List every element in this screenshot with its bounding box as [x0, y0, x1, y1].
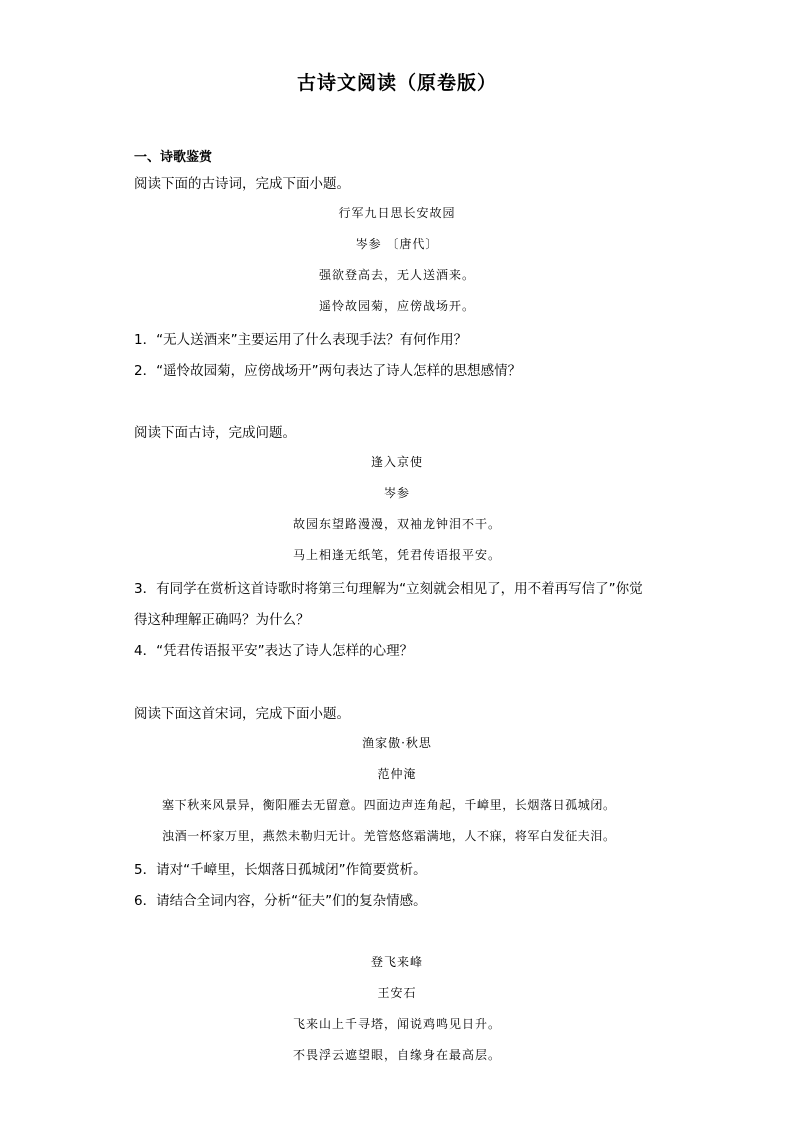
question-3: 3．有同学在赏析这首诗歌时将第三句理解为“立刻就会相见了，用不着再写信了”你觉 — [134, 581, 643, 597]
group4-poem-title: 登飞来峰 — [370, 955, 423, 969]
group1-poem-line: 遥怜故园菊，应傍战场开。 — [318, 299, 475, 313]
section-heading: 一、诗歌鉴赏 — [134, 150, 213, 165]
group4-poem-author: 王安石 — [377, 986, 417, 1000]
question-3-continued: 得这种理解正确吗？为什么？ — [134, 612, 310, 628]
group2-poem-author: 岑参 — [383, 486, 410, 500]
document-title: 古诗文阅读（原卷版） — [296, 72, 497, 94]
group2-intro: 阅读下面古诗，完成问题。 — [134, 425, 296, 441]
group3-intro: 阅读下面这首宋词，完成下面小题。 — [134, 706, 350, 722]
question-1: 1．“无人送酒来”主要运用了什么表现手法？有何作用？ — [134, 332, 468, 348]
group4-poem-line: 不畏浮云遮望眼，自缘身在最高层。 — [292, 1048, 501, 1062]
group4-poem-line: 飞来山上千寻塔，闻说鸡鸣见日升。 — [292, 1017, 501, 1031]
group3-poem-line: 浊酒一杯家万里，燕然未勒归无计。羌管悠悠霜满地，人不寐，将军白发征夫泪。 — [162, 829, 616, 843]
group3-poem-author: 范仲淹 — [377, 767, 417, 781]
question-2: 2．“遥怜故园菊，应傍战场开”两句表达了诗人怎样的思想感情？ — [134, 363, 522, 379]
group1-intro: 阅读下面的古诗词，完成下面小题。 — [134, 176, 350, 192]
group2-poem-title: 逢入京使 — [370, 455, 423, 469]
group1-poem-line: 强欲登高去，无人送酒来。 — [318, 268, 475, 282]
group1-poem-author: 岑参 〔唐代〕 — [355, 237, 439, 251]
group1-poem-title: 行军九日思长安故园 — [338, 206, 456, 220]
group3-poem-line: 塞下秋来风景异，衡阳雁去无留意。四面边声连角起，千嶂里，长烟落日孤城闭。 — [162, 798, 616, 812]
group3-poem-title: 渔家傲·秋思 — [362, 736, 432, 750]
question-6: 6．请结合全词内容，分析“征夫”们的复杂情感。 — [134, 893, 427, 909]
question-5: 5．请对“千嶂里，长烟落日孤城闭”作简要赏析。 — [134, 862, 427, 878]
question-4: 4．“凭君传语报平安”表达了诗人怎样的心理？ — [134, 643, 414, 659]
group2-poem-line: 故园东望路漫漫，双袖龙钟泪不干。 — [292, 517, 501, 531]
group2-poem-line: 马上相逢无纸笔，凭君传语报平安。 — [292, 548, 501, 562]
